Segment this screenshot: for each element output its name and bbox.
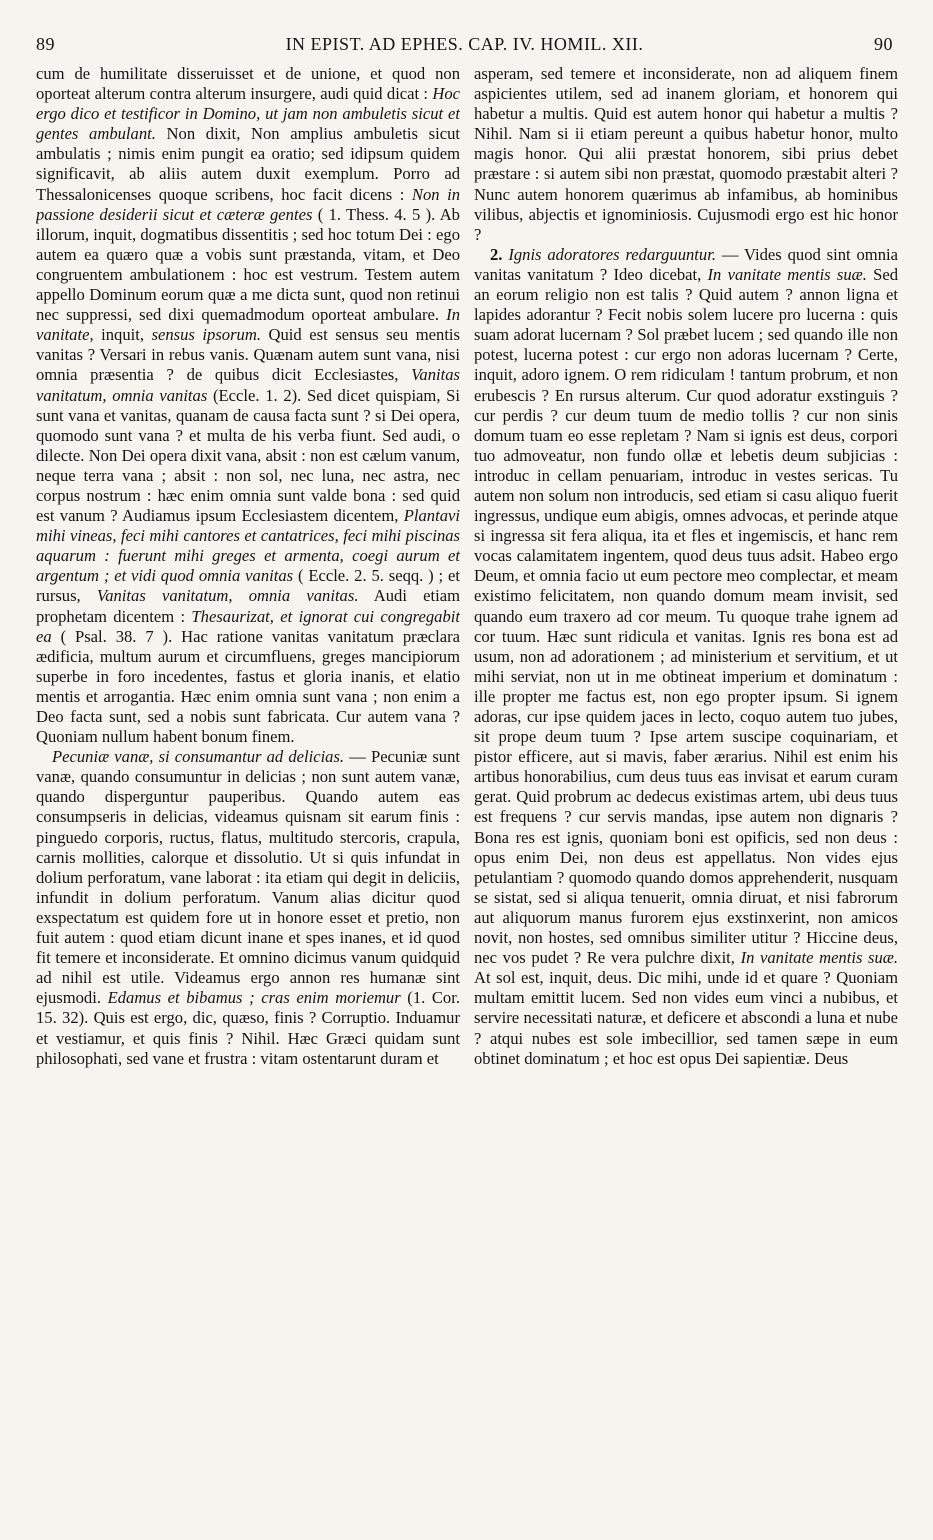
running-title: IN EPIST. AD EPHES. CAP. IV. HOMIL. XII. (285, 34, 644, 54)
page-number-left: 89 (36, 34, 55, 54)
scripture-quote: Thesaurizat, et ignorat cui congregabit ea (36, 606, 460, 646)
paragraph: 2. Ignis adoratores redarguuntur. — Vides quod sint omnia vanitas vanitatum ? Ideo dicebat, In vanitate mentis suæ. Sed an eorum religio non est talis ? Quid autem ? annon ligna et lapides adorantur ? Fecit nobis solem lucere pro lucerna : quis suam adorat lucernam ? Sol præbet lucem ; sed quando ille non potest, lucerna potest : cur ergo non adoras lucernam ? Certe, inquit, adoro ignem. O rem ridiculam ! tantum probrum, et non erubescis ? En rursus alterum. Cur quod adoratur exstinguis ? cur perdis ? cur deum tuum de medio tollis ? cur non sinis domum tuam eo esse repletam ? Nam si ignis est deus, corpori tuo admoveatur, non fundo ollæ et lebetis deum subjicias : introduc in cellam penuariam, introduc in vestes sericas. Tu autem non solum non introducis, sed etiam si casu aliquo fuerit ingressus, undique eum abigis, omnes advocas, et perinde atque si ingressa sit fera aliqua, ita et fles et ingemiscis, et hanc rem vocas calamitatem ingentem, quod deus tuus adsit. Habeo ergo Deum, et omnia facio ut eum pectore meo complectar, et meam existimo felicitatem, non quando domum meam invisit, sed quando eum traxero ad cor meum. Tu quoque trahe ignem ad cor tuum. Hæc sunt ridicula et vanitas. Ignis res bona est ad usum, non ad adorationem ; ad ministerium et servitium, et ut mihi serviat, non ut in me obtineat imperium et dominatum : ille propter me factus est, non ego propter ipsum. Si ignem adoras, cur ipse quidem jaces in lecto, coquo autem tuo jubes, sit prope deum tuum ? Ipse artem suscipe coquinariam, et pistor efficere, aut si mavis, faber ærarius. Nihil est enim his artibus honorabilius, cum deus tuus eas invisat et earum curam gerat. Quid probrum ac dedecus existimas artem, ubi deus tuus est frequens ? cur servis mandas, ipse autem non dignaris ? Bona res est ignis, quoniam boni est opificis, sed non deus : opus enim Dei, non deus est appellatus. Non vides ejus petulantiam ? quomodo quando domos apprehenderit, nusquam se sistat, sed si aliqua tenuerit, omnia diruat, et nisi fabrorum aut aliquorum manus furorem ejus exstinxerint, non amicos novit, non hostes, sed omnibus similiter utitur ? Hiccine deus, nec vos pudet ? Re vera pulchre dixit, In vanitate mentis suæ. At sol est, inquit, deus. Dic mihi, unde id et quare ? Quoniam multam emittit lucem. Sed non vides eum vinci a nubibus, et servire necessitati naturæ, et deficere et abscondi a luna et nube ? atqui nubes est sole imbecillior, sed tamen sæpe in eum obtinet dominatum ; et hoc est opus Dei sapientiæ. Deus (474, 244, 898, 1068)
scripture-quote: In vanitate mentis suæ. (740, 948, 898, 968)
left-column (36, 64, 460, 1526)
scripture-quote: Edamus et bibamus ; cras enim moriemur (107, 988, 401, 1008)
paragraph: Pecuniæ vanæ, si consumantur ad delicias. — Pecuniæ sunt vanæ, quando consumuntur in delicias ; non sunt autem vanæ, quando disperguntur pauperibus. Quando autem eas consumpseris in delicias, videamus quisnam sit earum finis : pinguedo corporis, ructus, flatus, multitudo stercoris, crapula, carnis mollities, calorque et dissolutio. Ut si quis infundat in dolium perforatum, vane laborat : ita etiam qui degit in deliciis, infundit in dolium perforatum. Vanum alias dicitur quod exspectatum est quidem fore ut in honore esset et pretio, non fuit autem : quod etiam dicunt inane et spes inanes, et id quod fit temere et inconsiderate. Et omnino dicimus vanum quidquid ad nihil est utile. Videamus ergo annon res humanæ sint ejusmodi. Edamus et bibamus ; cras enim moriemur (1. Cor. 15. 32). Quis est ergo, dic, quæso, finis ? Corruptio. Induamur et vestiamur, et quis finis ? Nihil. Hæc Græci quidam sunt philosophati, sed vane et frustra : vitam ostentarunt duram et (36, 747, 460, 1068)
scripture-quote: Plantavi mihi vineas, feci mihi cantores et cantatrices, feci mihi piscinas aquarum : fuerunt mihi greges et armenta, coegi aurum et argentum ; et vidi quod omnia vanitas (36, 506, 460, 586)
section-heading: Ignis adoratores redarguuntur. (502, 244, 716, 264)
section-number: 2. (490, 244, 503, 264)
scripture-quote: Hoc ergo dico et testificor in Domino, ut jam non ambuletis sicut et gentes ambulant. (36, 84, 460, 144)
section-heading: Pecuniæ vanæ, si consumantur ad delicias. (52, 747, 345, 767)
scripture-quote: In vanitate, (36, 305, 460, 345)
paragraph: asperam, sed temere et inconsiderate, non ad aliquem finem aspicientes utilem, sed ad inanem gloriam, et honorem qui habetur a multis. Quid est autem honor qui habetur a multis ? Nihil. Nam si ii etiam pereunt a quibus habetur honor, multo magis honor. Qui alii præstat honorem, sibi prius debet præstare : si autem sibi non præstat, quomodo præstabit alteri ? Nunc autem honorem quærimus ab infamibus, ab hominibus vilibus, abjectis et ignominiosis. Cujusmodi ergo est hic honor ? (474, 64, 898, 244)
page-number-right: 90 (874, 34, 893, 54)
running-header (36, 34, 893, 58)
paragraph: cum de humilitate disseruisset et de unione, et quod non oporteat alterum contra alterum insurgere, audi quid dicat : Hoc ergo dico et testificor in Domino, ut jam non ambuletis sicut et gentes ambulant. Non dixit, Non amplius ambuletis sicut ambulatis ; nimis enim pungit ea oratio; sed idipsum quidem significavit, ab aliis autem duxit exemplum. Porro ad Thessalonicenses quoque scribens, hoc facit dicens : Non in passione desiderii sicut et cæteræ gentes ( 1. Thess. 4. 5 ). Ab illorum, inquit, dogmatibus dissentitis ; sed hoc totum Dei : ego autem ea quæro quæ a vobis sunt præstanda, vitam, et Deo congruentem ambulationem : hoc est vestrum. Testem autem appello Dominum eorum quæ a me dicta sunt, quod non retinui nec suppressi, sed dixi quemadmodum oporteat ambulare. In vanitate, inquit, sensus ipsorum. Quid est sensus seu mentis vanitas ? Versari in rebus vanis. Quænam autem sunt vana, nisi omnia præsentia ? de quibus dicit Ecclesiastes, Vanitas vanitatum, omnia vanitas (Eccle. 1. 2). Sed dicet quispiam, Si sunt vana et vanitas, quanam de causa facta sunt ? si Dei opera, quomodo sunt vana ? et multa de his verba fiunt. Sed audi, o dilecte. Non Dei opera dixit vana, absit : non est cælum vanum, neque terra vana ; absit : non sol, nec luna, nec astra, nec corpus nostrum : hæc enim omnia sunt valde bona : sed quid est vanum ? Audiamus ipsum Ecclesiastem dicentem, Plantavi mihi vineas, feci mihi cantores et cantatrices, feci mihi piscinas aquarum : fuerunt mihi greges et armenta, coegi aurum et argentum ; et vidi quod omnia vanitas ( Eccle. 2. 5. seqq. ) ; et rursus, Vanitas vanitatum, omnia vanitas. Audi etiam prophetam dicentem : Thesaurizat, et ignorat cui congregabit ea ( Psal. 38. 7 ). Hac ratione vanitas vanitatum præclara ædificia, multum aurum et circumfluens, greges mancipiorum superbe in foro incedentes, fastus et gloria inanis, et elatio mentis et arrogantia. Hæc enim omnia sunt vana ; non enim a Deo facta sunt, sed a nobis sunt fabricata. Cur autem vana ? Quoniam nullum habent bonum finem. (36, 64, 460, 747)
scripture-quote: sensus ipsorum. (151, 325, 261, 345)
scripture-quote: Vanitas vanitatum, omnia vanitas. (96, 586, 359, 606)
scripture-quote: In vanitate mentis suæ. (707, 264, 867, 284)
scripture-quote: Vanitas vanitatum, omnia vanitas (36, 365, 460, 405)
right-column (474, 64, 898, 1526)
scripture-quote: Non in passione desiderii sicut et cæteræ gentes (36, 184, 460, 224)
